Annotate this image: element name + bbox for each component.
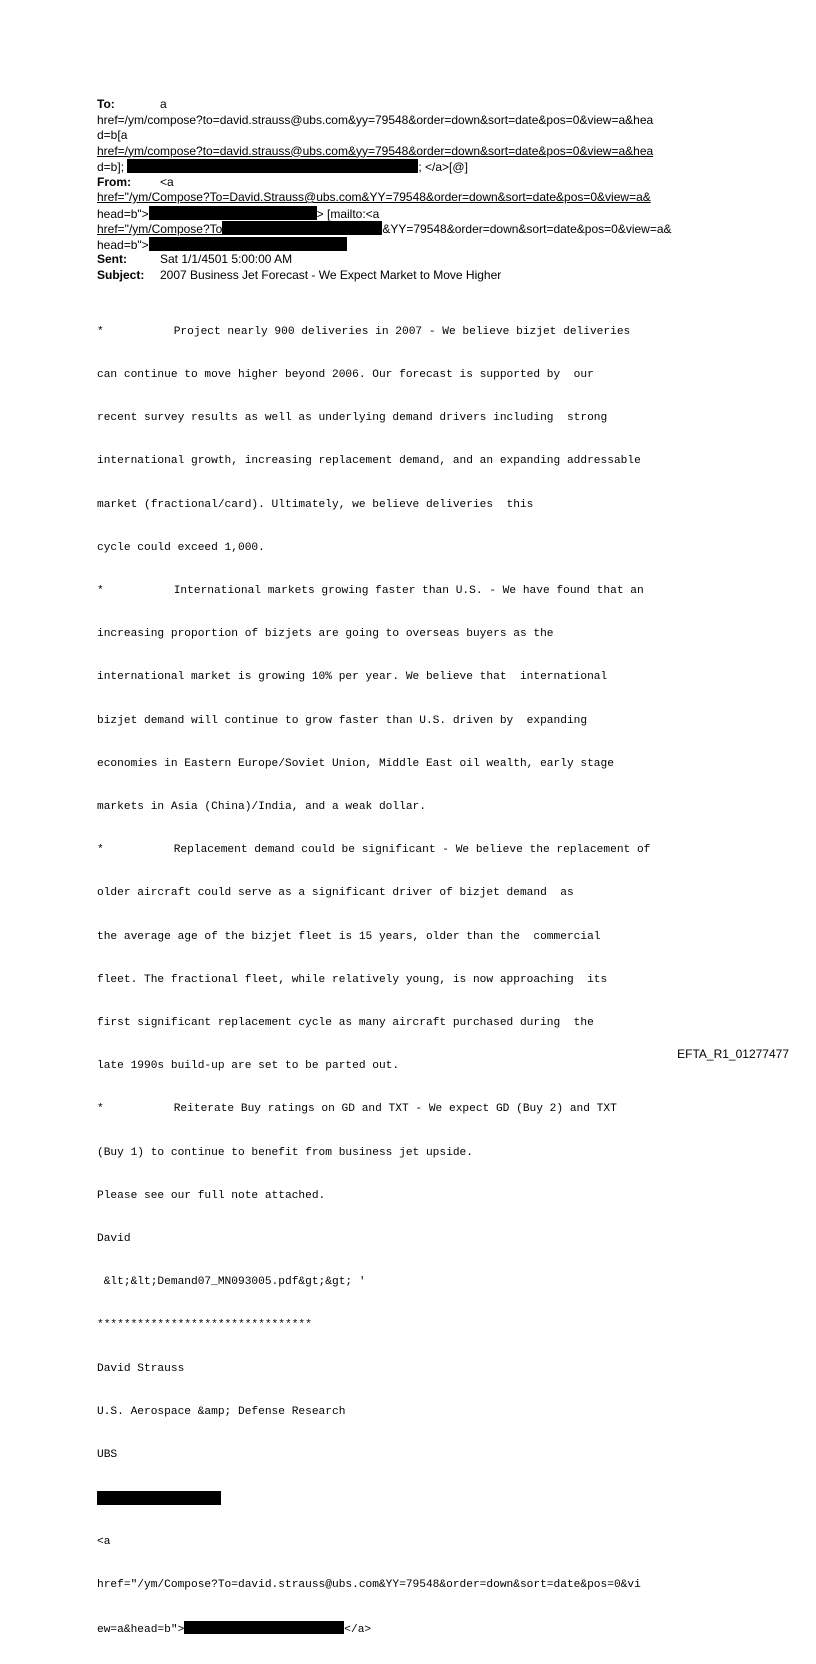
body-line: market (fractional/card). Ultimately, we believe deliveries this [97,498,534,511]
link-prefix: ew=a&head=b"> [97,1623,185,1636]
signature-department: U.S. Aerospace &amp; Defense Research [97,1405,346,1418]
sent-label: Sent: [97,252,127,266]
body-line: (Buy 1) to continue to benefit from business jet upside. [97,1146,473,1159]
body-line [97,1102,737,1116]
from-line-3-suffix: > [mailto:<a [316,206,380,221]
body-line: bizjet demand will continue to grow faster than U.S. driven by expanding [97,714,588,727]
from-line-3 [97,206,722,222]
from-line-5 [97,237,722,253]
email-header [97,97,722,283]
body-line: can continue to move higher beyond 2006. Our forecast is supported by our [97,369,594,382]
bullet-text: Reiterate Buy ratings on GD and TXT - We expect GD (Buy 2) and TXT [173,1103,617,1116]
body-line: <a [97,1535,111,1548]
body-line: international market is growing 10% per year. We believe that international [97,671,608,684]
from-value: <a [160,174,174,189]
from-line-4 [97,221,722,237]
separator-line: ******************************** [97,1319,312,1332]
body-line: older aircraft could serve as a significant driver of bizjet demand as [97,887,574,900]
body-line: first significant replacement cycle as many aircraft purchased during the [97,1017,594,1030]
from-line-3-prefix: head=b"> [97,206,149,221]
subject-row [97,268,722,284]
bullet-text: Replacement demand could be significant - We believe the replacement of [173,844,651,857]
from-row [97,175,722,191]
from-line-4-suffix: &YY=79548&order=down&sort=date&pos=0&view=a& [382,222,672,236]
to-line-3: d=b[a [97,128,128,142]
body-line: the average age of the bizjet fleet is 15 years, older than the commercial [97,930,601,943]
subject-label: Subject: [97,267,145,282]
to-row [97,97,722,113]
document-id: EFTA_R1_01277477 [677,1047,789,1061]
email-body [97,296,737,1664]
to-line-5-prefix: d=b]; [97,160,128,174]
redaction-bar [222,221,382,235]
body-line: international growth, increasing replacement demand, and an expanding addressable [97,455,641,468]
signature-company: UBS [97,1449,118,1462]
signature-name: David [97,1233,131,1246]
body-line: late 1990s build-up are set to be parted out. [97,1060,400,1073]
redaction-bar [184,1621,344,1634]
bullet-marker: * [97,585,104,598]
from-label: From: [97,174,131,189]
bullet-marker: * [97,1103,104,1116]
body-line: cycle could exceed 1,000. [97,541,265,554]
redaction-bar [97,1491,221,1505]
body-line: fleet. The fractional fleet, while relatively young, is now approaching its [97,973,608,986]
from-line-5-prefix: head=b"> [97,237,149,252]
link-suffix: </a> [344,1623,372,1636]
body-line [97,325,737,339]
body-line: recent survey results as well as underlying demand drivers including strong [97,412,608,425]
body-line: increasing proportion of bizjets are going to overseas buyers as the [97,628,554,641]
signature-full-name: David Strauss [97,1362,185,1375]
to-line-2: href=/ym/compose?to=david.strauss@ubs.com&yy=79548&order=down&sort=date&pos=0&view=a&hea [97,112,654,127]
to-value: a [160,97,167,111]
sent-value: Sat 1/1/4501 5:00:00 AM [160,252,293,266]
bullet-marker: * [97,844,104,857]
body-line: markets in Asia (China)/India, and a weak dollar. [97,801,426,814]
bullet-text: Project nearly 900 deliveries in 2007 - We believe bizjet deliveries [173,325,631,338]
from-line-2: href="/ym/Compose?To=David.Strauss@ubs.com&YY=79548&order=down&sort=date&pos=0&view=a& [97,190,651,204]
body-line: economies in Eastern Europe/Soviet Union, Middle East oil wealth, early stage [97,757,614,770]
body-line [97,843,737,857]
sent-row [97,252,722,268]
body-line: Please see our full note attached. [97,1189,326,1202]
attachment-reference: &lt;&lt;Demand07_MN093005.pdf&gt;&gt; ' [97,1276,366,1289]
to-line-4: href=/ym/compose?to=david.strauss@ubs.com&yy=79548&order=down&sort=date&pos=0&view=a&hea [97,143,654,158]
body-line [97,584,737,598]
to-label: To: [97,97,115,111]
redaction-bar [127,159,418,173]
body-line: href="/ym/Compose?To=david.strauss@ubs.com&YY=79548&order=down&sort=date&pos=0&vi [97,1578,641,1591]
bullet-marker: * [97,325,104,338]
from-line-4-prefix: href="/ym/Compose?To [97,222,223,236]
bullet-text: International markets growing faster than U.S. - We have found that an [173,585,644,598]
redaction-bar [149,237,347,251]
to-line-5-suffix: ; </a>[@] [418,160,468,174]
redaction-bar [149,206,317,220]
subject-value: 2007 Business Jet Forecast - We Expect Market to Move Higher [160,267,502,282]
body-line [97,1621,737,1635]
redacted-line [97,1491,737,1505]
to-line-5 [97,159,722,175]
